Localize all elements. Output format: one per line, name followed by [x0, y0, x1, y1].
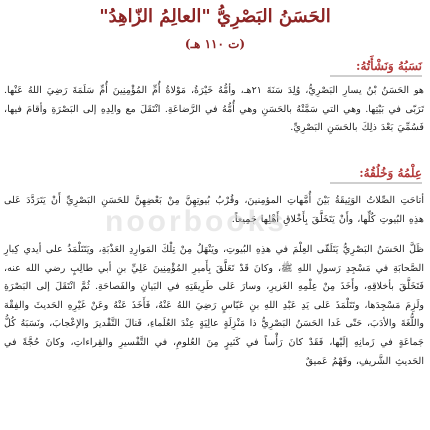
watermark-logo: noorbooks	[105, 205, 287, 238]
heading-divider	[330, 75, 422, 77]
paragraph-knowledge-2: ظَلَّ الحَسَنُ البَصْرِيُّ يَتَلَقّى العِلْمَ في هذِهِ البُيوتِ، ويَنْهَلُ مِنْ تِلْكَ المَوارِدِ العَذْبَةِ، ويَتَتَلْمَذُ على أيدي كِبارِ الصَّحابَةِ في مَسْجِدِ رَسولِ اللهِ ﷺ، وكانَ قَدْ تَعَلَّقَ بِأَميرِ المُؤْمِنِينَ عَلِيِّ بنِ أبي طالِبٍ رضي الله عنه، فَتَخَلَّقَ بأخلاقِهِ، وأَخَذَ مِنْ عِلْمِهِ الغَزيرِ، وسارَ عَلى طَرِيقَتِهِ في البَيانِ والفَصاحَةِ. ثُمَّ انْتَقَلَ إلى البَصْرَةِ ولَزِمَ مَسْجِدَها، وتَتَلْمَذَ عَلى يَدِ عَبْدِ اللهِ بنِ عَبّاسٍ رَضِيَ اللهُ عَنْهُ، فَأَخَذَ عَنْهُ وعَنْ غَيْرِهِ الحَديثَ والفِقْهَ واللُّغَةَ والأدَبَ، حَتّى غَدا الحَسَنُ البَصْرِيُّ ذا مَنْزِلَةٍ عالِيَةٍ عِنْدَ العُلَماءِ، فَنالَ التَّقْديرَ والإعْجابَ، ونَسَبَهُ كُلُّ جَماعَةٍ في زَمانِهِ إلَيْها، فَقَدْ كانَ رَأْساً في كَثيرٍ مِنَ العُلومِ، في التَّفْسيرِ والقِراءاتِ، وكانَ حُجَّةً في الحَديثِ الشَّريفِ، وفَهْمُ عَميقٌ	[4, 244, 424, 367]
section-heading-knowledge: عِلْمُهُ وَخُلُقُهُ:	[359, 166, 422, 180]
section-heading-lineage: نَسَبُهُ وَنَشْأَتُهُ:	[356, 59, 422, 73]
page-title: الحَسَنُ البَصْرِيُّ "العالِمُ الزّاهِدُ"	[99, 6, 331, 27]
heading-divider	[330, 182, 422, 184]
paragraph-knowledge-1: أتاحَتِ الصِّلاتُ الوَثِيقَةُ بَيْنَ أُمَّهاتِ المؤمِنينَ، وقُرْبُ بُيوتِهِنَّ مِنْ بَعْضِهِنَّ للحَسَنِ البَصْرِيِّ أَنْ يَتَرَدَّدَ عَلى هذِهِ البُيوتِ كُلِّها، وأَنْ يَتَخَلَّقَ بِأَخْلاقِ أَهْلِها جَمِيعاً.	[4, 195, 424, 225]
death-date: (ت ١١٠ هـ)	[184, 37, 246, 51]
paragraph-lineage: هو الحَسَنُ بْنُ يسارِ البَصْرِيُّ، وُلِدَ سَنَةَ ٢١هـ، وأمُّهُ خَيْرَةُ، مَوْلاةُ أُمِّ المُؤْمِنِينَ أُمِّ سَلَمَةَ رَضِيَ اللهُ عَنْها. تَرَبّى في بَيْتِها. وهي التي سَمَّتْهُ بالحَسَنِ وهي أُمُّهُ في الرَّضاعَةِ. انْتَقَلَ مع والِدِهِ إلى البَصْرَةِ وأقامَ فيها، فَسُمِّيَ بَعْدَ ذلِكَ بالحَسَنِ البَصْرِيِّ.	[4, 85, 424, 134]
